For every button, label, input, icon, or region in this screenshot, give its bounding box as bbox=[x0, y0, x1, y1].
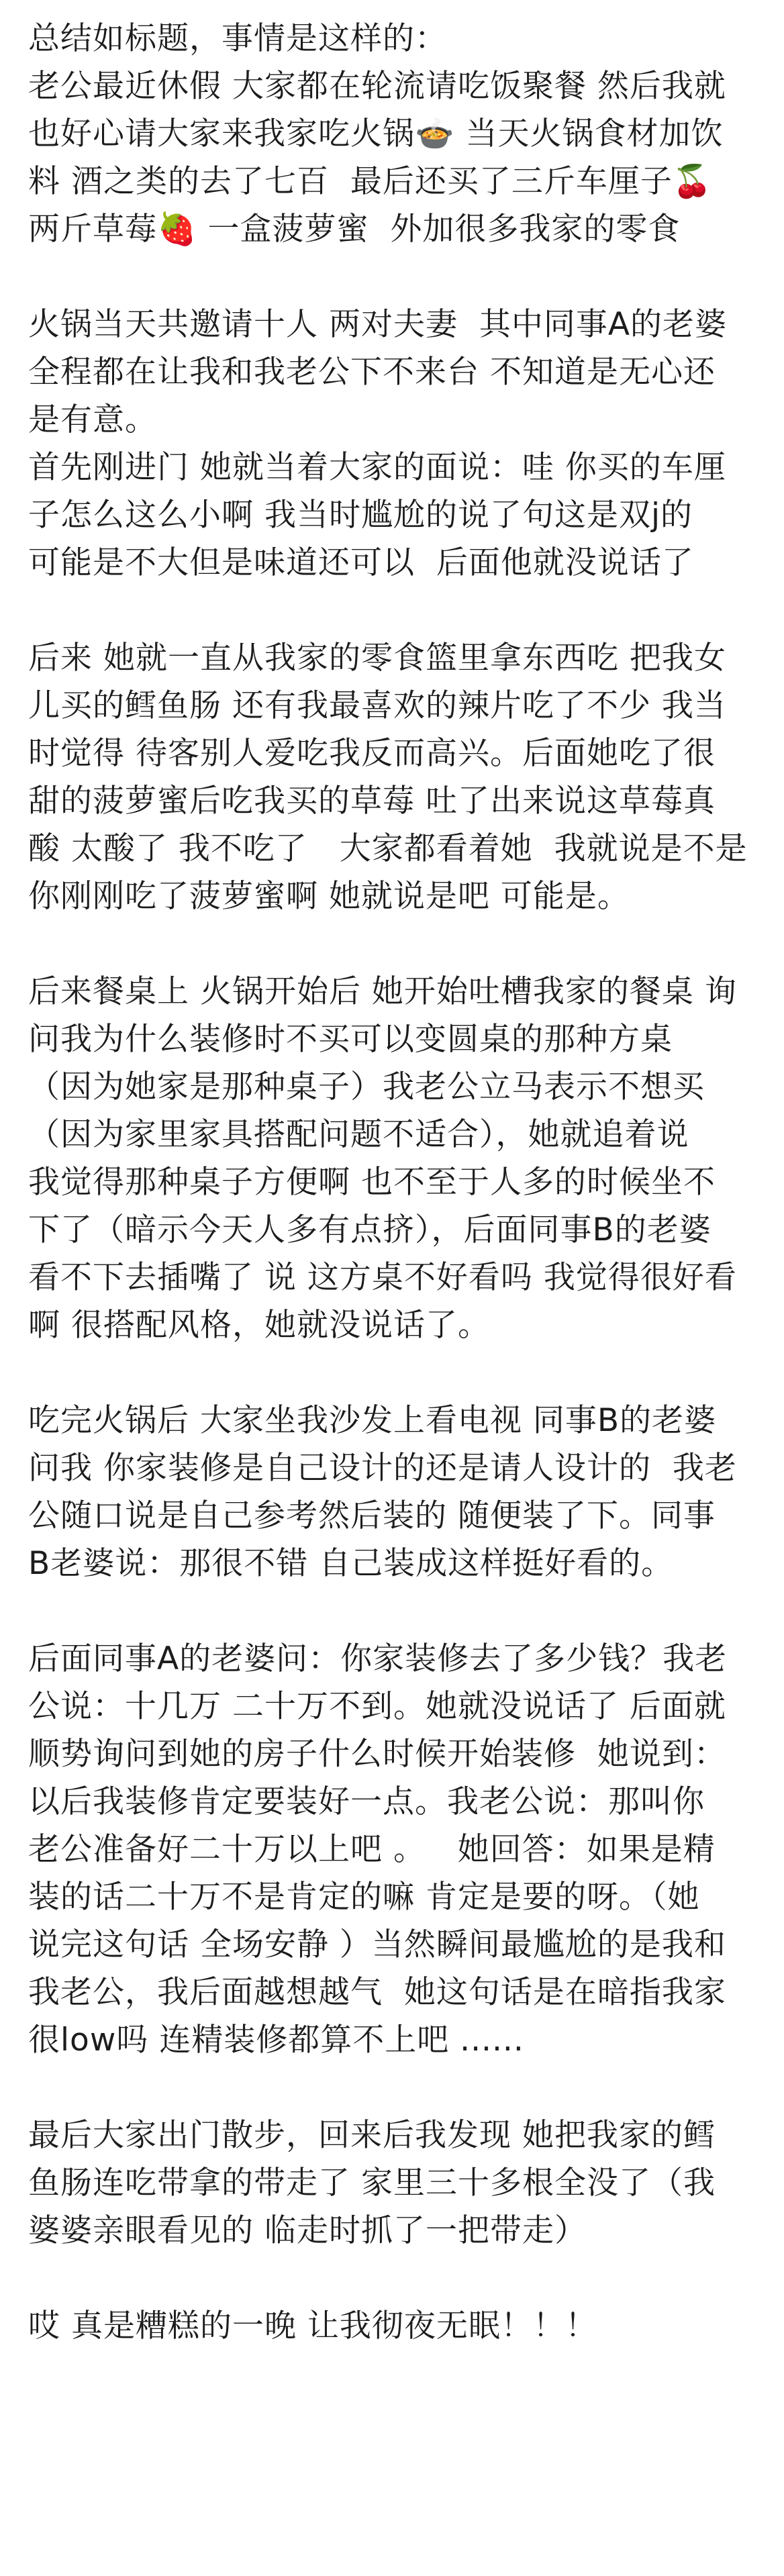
text-line: 公说：十几万 二十万不到。她就没说话了 后面就 bbox=[28, 1688, 726, 1725]
text-line: 婆婆亲眼看见的 临走时抓了一把带走） bbox=[28, 2212, 587, 2249]
paragraph bbox=[28, 634, 756, 920]
text-line: 老公准备好二十万以上吧 。 她回答：如果是精 bbox=[28, 1831, 716, 1868]
text-line: （因为家里家具搭配问题不适合），她就追着说 bbox=[28, 1116, 689, 1153]
text-line: 说完这句话 全场安静 ）当然瞬间最尴尬的是我和 bbox=[28, 1926, 726, 1963]
text-line: 啊 很搭配风格，她就没说话了。 bbox=[28, 1307, 490, 1344]
text-line: 很low吗 连精装修都算不上吧 ...... bbox=[28, 2022, 524, 2059]
text-line: 后面同事A的老婆问：你家装修去了多少钱？我老 bbox=[28, 1640, 728, 1677]
text-line: 酸 太酸了 我不吃了 大家都看着她 我就说是不是 bbox=[28, 830, 748, 867]
text-line: 甜的菠萝蜜后吃我买的草莓 吐了出来说这草莓真 bbox=[28, 783, 716, 820]
text-line: 全程都在让我和我老公下不来台 不知道是无心还 bbox=[28, 354, 716, 391]
text-line: 也好心请大家来我家吃火锅🍲 当天火锅食材加饮 bbox=[28, 115, 724, 152]
text-line: 问我为什么装修时不买可以变圆桌的那种方桌 bbox=[28, 1021, 673, 1058]
text-line: 哎 真是糟糕的一晚 让我彻夜无眠！！！ bbox=[28, 2308, 597, 2344]
text-line: 公随口说是自己参考然后装的 随便装了下。同事 bbox=[28, 1497, 716, 1534]
text-line: 火锅当天共邀请十人 两对夫妻 其中同事A的老婆 bbox=[28, 306, 727, 343]
text-line: 我老公，我后面越想越气 她这句话是在暗指我家 bbox=[28, 1974, 726, 2011]
text-line: （因为她家是那种桌子）我老公立马表示不想买 bbox=[28, 1069, 705, 1105]
text-line: B老婆说：那很不错 自己装成这样挺好看的。 bbox=[28, 1545, 674, 1582]
paragraph bbox=[28, 1397, 756, 1587]
text-line: 鱼肠连吃带拿的带走了 家里三十多根全没了（我 bbox=[28, 2165, 716, 2201]
paragraph bbox=[28, 2112, 756, 2255]
text-line: 后来餐桌上 火锅开始后 她开始吐槽我家的餐桌 询 bbox=[28, 973, 737, 1010]
text-line: 看不下去插嘴了 说 这方桌不好看吗 我觉得很好看 bbox=[28, 1259, 737, 1296]
text-line: 装的话二十万不是肯定的嘛 肯定是要的呀。（她 bbox=[28, 1879, 700, 1916]
text-line: 以后我装修肯定要装好一点。我老公说：那叫你 bbox=[28, 1783, 705, 1820]
paragraph bbox=[28, 2302, 756, 2350]
text-line: 两斤草莓🍓 一盒菠萝蜜 外加很多我家的零食 bbox=[28, 211, 681, 248]
text-line: 总结如标题，事情是这样的： bbox=[28, 20, 447, 57]
text-line: 问我 你家装修是自己设计的还是请人设计的 我老 bbox=[28, 1450, 737, 1487]
text-line: 我觉得那种桌子方便啊 也不至于人多的时候坐不 bbox=[28, 1164, 716, 1201]
text-line: 顺势询问到她的房子什么时候开始装修 她说到： bbox=[28, 1736, 726, 1773]
text-line: 后来 她就一直从我家的零食篮里拿东西吃 把我女 bbox=[28, 640, 726, 677]
text-line: 吃完火锅后 大家坐我沙发上看电视 同事B的老婆 bbox=[28, 1402, 717, 1439]
text-line: 首先刚进门 她就当着大家的面说：哇 你买的车厘 bbox=[28, 449, 726, 486]
text-line: 老公最近休假 大家都在轮流请吃饭聚餐 然后我就 bbox=[28, 68, 726, 105]
text-line: 料 酒之类的去了七百 最后还买了三斤车厘子🍒 bbox=[28, 163, 713, 200]
text-line: 时觉得 待客别人爱吃我反而高兴。后面她吃了很 bbox=[28, 735, 716, 772]
paragraph bbox=[28, 301, 756, 587]
paragraph bbox=[28, 1635, 756, 2064]
text-line: 子怎么这么小啊 我当时尴尬的说了句这是双j的 bbox=[28, 497, 693, 534]
text-line: 儿买的鳕鱼肠 还有我最喜欢的辣片吃了不少 我当 bbox=[28, 687, 726, 724]
text-line: 是有意。 bbox=[28, 401, 157, 438]
text-line: 你刚刚吃了菠萝蜜啊 她就说是吧 可能是。 bbox=[28, 878, 630, 915]
text-line: 可能是不大但是味道还可以 后面他就没说话了 bbox=[28, 544, 694, 581]
paragraph bbox=[28, 15, 756, 253]
text-line: 下了（暗示今天人多有点挤），后面同事B的老婆 bbox=[28, 1211, 712, 1248]
text-line: 最后大家出门散步，回来后我发现 她把我家的鳕 bbox=[28, 2117, 716, 2154]
paragraph bbox=[28, 968, 756, 1349]
